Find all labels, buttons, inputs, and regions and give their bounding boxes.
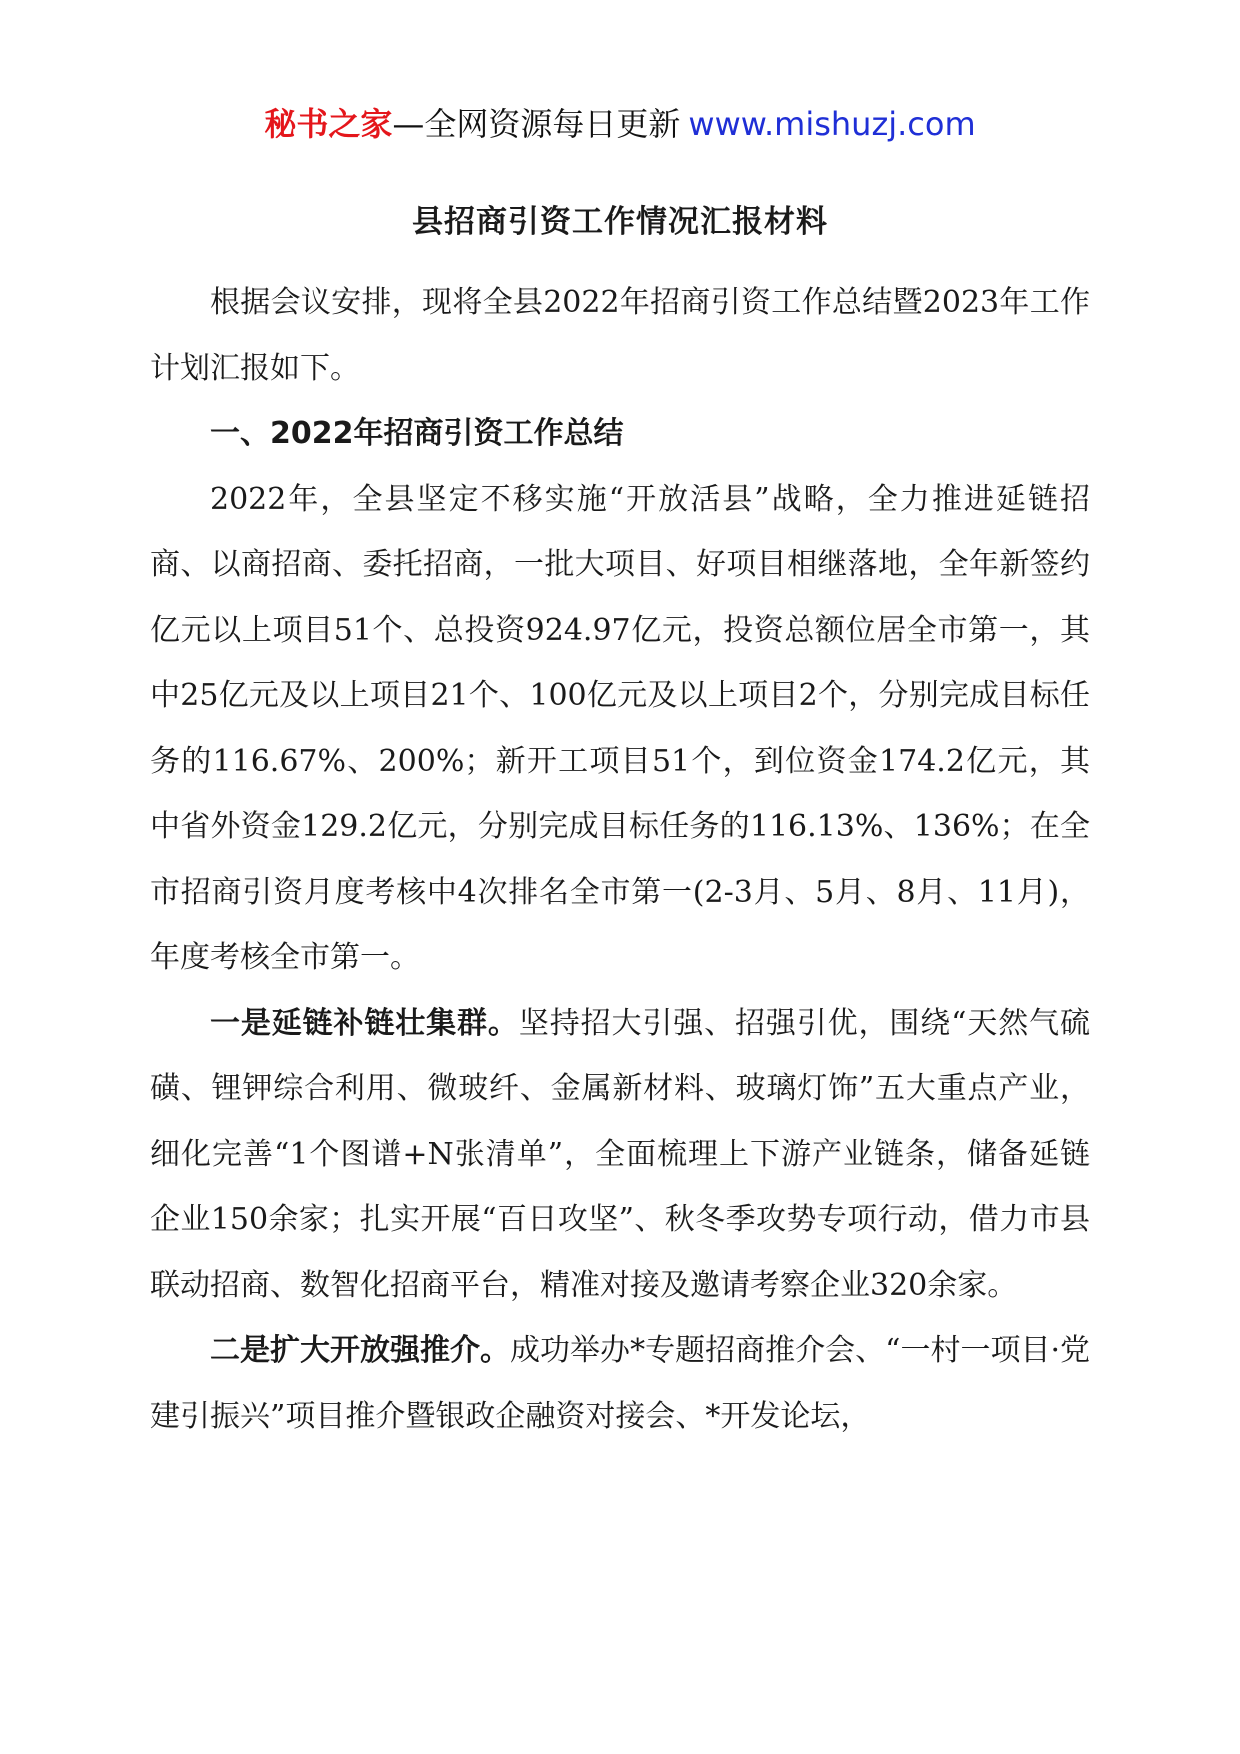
header-slogan: 全网资源每日更新 bbox=[424, 105, 681, 143]
brand-name: 秘书之家 bbox=[264, 105, 393, 143]
point-1-text: 坚持招大引强、招强引优，围绕“天然气硫磺、锂钾综合利用、微玻纤、金属新材料、玻璃灯饰”五大重点产业，细化完善“1个图谱+N张清单”，全面梳理上下游产业链条，储备延链企业150余家；扎实开展“百日攻坚”、秋冬季攻势专项行动，借力市县联动招商、数智化招商平台，精准对接及邀请考察企业320余家。 bbox=[150, 1005, 1090, 1303]
point-1-paragraph bbox=[150, 991, 1090, 1319]
document-body bbox=[150, 270, 1090, 1449]
intro-paragraph: 根据会议安排，现将全县2022年招商引资工作总结暨2023年工作计划汇报如下。 bbox=[150, 285, 1090, 386]
point-2-text: 成功举办*专题招商推介会、“一村一项目·党建引振兴”项目推介暨银政企融资对接会、*开发论坛， bbox=[150, 1333, 1091, 1434]
site-header bbox=[0, 100, 1240, 148]
site-url-link[interactable]: www.mishuzj.com bbox=[688, 105, 976, 143]
summary-paragraph: 2022年，全县坚定不移实施“开放活县”战略，全力推进延链招商、以商招商、委托招商，一批大项目、好项目相继落地，全年新签约亿元以上项目51个、总投资924.97亿元，投资总额位居全市第一，其中25亿元及以上项目21个、100亿元及以上项目2个，分别完成目标任务的116.67%、200%；新开工项目51个，到位资金174.2亿元，其中省外资金129.2亿元，分别完成目标任务的116.13%、136%；在全市招商引资月度考核中4次排名全市第一(2-3月、5月、8月、11月)，年度考核全市第一。 bbox=[150, 481, 1090, 975]
point-1-lead: 一是延链补链壮集群。 bbox=[210, 1005, 519, 1041]
document-title: 县招商引资工作情况汇报材料 bbox=[412, 204, 828, 240]
header-dash: — bbox=[392, 105, 425, 143]
point-2-paragraph bbox=[150, 1318, 1090, 1449]
section-heading: 一、2022年招商引资工作总结 bbox=[210, 416, 624, 451]
point-2-lead: 二是扩大开放强推介。 bbox=[210, 1333, 511, 1368]
